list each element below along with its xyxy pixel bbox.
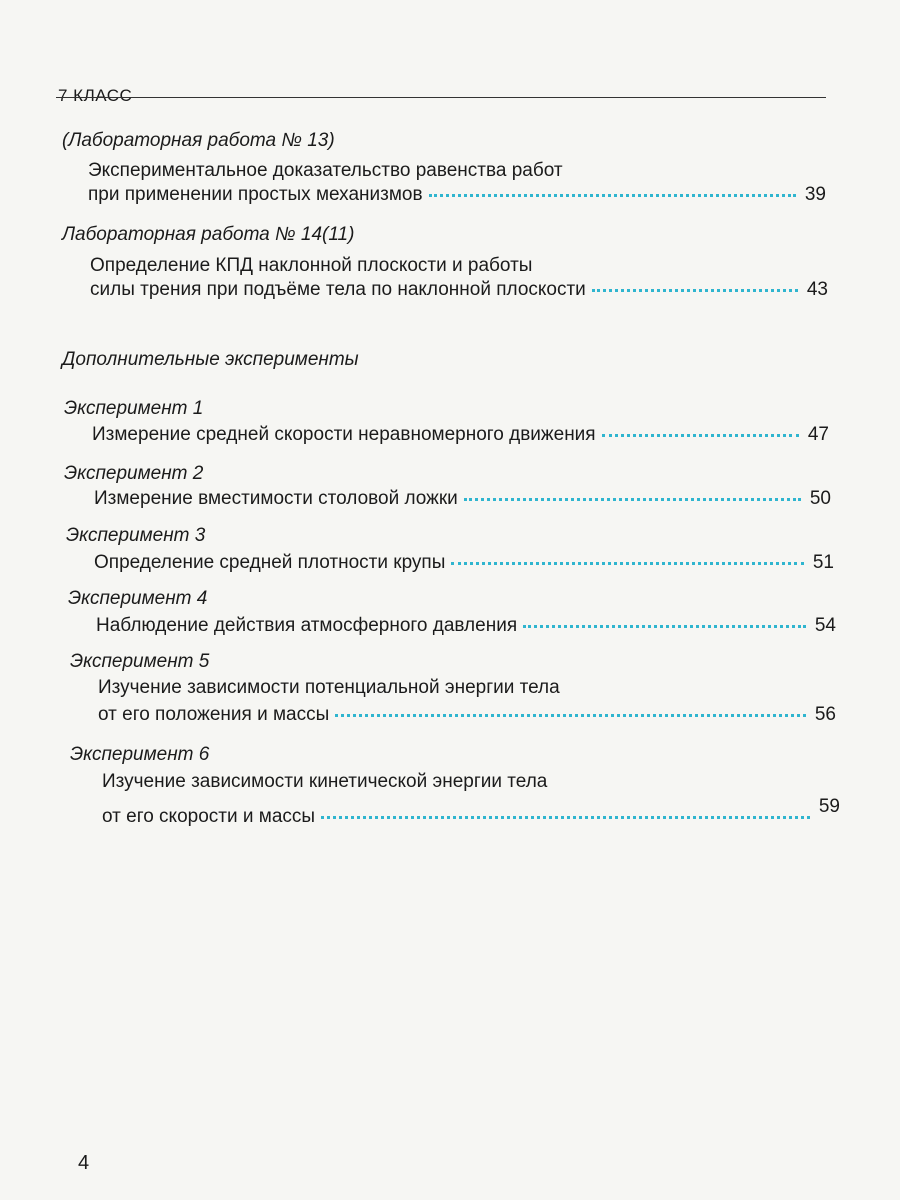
experiment-5-row[interactable] xyxy=(98,704,836,726)
dot-leader xyxy=(523,625,806,628)
header-rule xyxy=(56,97,826,98)
lab14-line1[interactable]: Определение КПД наклонной плоскости и работы xyxy=(90,255,533,276)
experiment-2-row[interactable] xyxy=(94,488,831,510)
dot-leader xyxy=(451,562,804,565)
dot-leader xyxy=(335,714,806,717)
lab14-heading xyxy=(62,224,354,246)
dot-leader xyxy=(429,194,796,197)
lab13-heading xyxy=(62,130,335,152)
lab14-page: 43 xyxy=(806,279,828,300)
experiment-4-title[interactable]: Эксперимент 4 xyxy=(68,588,208,609)
experiment-1-page: 47 xyxy=(807,424,829,445)
lab13-close-paren: ) xyxy=(328,130,335,151)
lab14-title[interactable]: Лабораторная работа № 14 xyxy=(62,224,323,245)
lab13-line1[interactable]: Экспериментальное доказательство равенства работ xyxy=(88,160,563,181)
additional-heading: Дополнительные эксперименты xyxy=(62,349,359,370)
experiment-6-row[interactable] xyxy=(102,796,840,828)
experiment-2-title[interactable]: Эксперимент 2 xyxy=(64,463,204,484)
grade-header: 7 КЛАСС xyxy=(58,86,133,105)
experiment-1-text: Измерение средней скорости неравномерного движения xyxy=(92,424,596,445)
dot-leader xyxy=(464,498,801,501)
experiment-4-row[interactable] xyxy=(96,615,836,637)
lab13-title[interactable]: Лабораторная работа № 13 xyxy=(68,130,329,151)
lab13-open-paren: ( xyxy=(62,130,69,151)
lab13-page: 39 xyxy=(804,184,826,205)
lab14-number-alt: (11) xyxy=(322,224,355,245)
lab14-line2: силы трения при подъёме тела по наклонной плоскости xyxy=(90,279,586,300)
experiment-1-row[interactable] xyxy=(92,424,829,446)
experiment-4-text: Наблюдение действия атмосферного давления xyxy=(96,615,518,636)
lab14-row[interactable] xyxy=(90,279,828,301)
experiment-5-line1[interactable]: Изучение зависимости потенциальной энергии тела xyxy=(98,677,560,698)
page-number: 4 xyxy=(78,1152,90,1174)
experiment-3-title[interactable]: Эксперимент 3 xyxy=(66,525,206,546)
experiment-3-page: 51 xyxy=(812,552,834,573)
experiment-1-title[interactable]: Эксперимент 1 xyxy=(64,398,204,419)
experiment-6-line1[interactable]: Изучение зависимости кинетической энергии тела xyxy=(102,771,548,792)
dot-leader xyxy=(321,816,810,819)
experiment-6-page: 59 xyxy=(818,796,840,817)
experiment-5-line2: от его положения и массы xyxy=(98,704,330,725)
experiment-3-text: Определение средней плотности крупы xyxy=(94,552,446,573)
experiment-5-title[interactable]: Эксперимент 5 xyxy=(70,651,210,672)
dot-leader xyxy=(592,289,798,292)
experiment-6-title[interactable]: Эксперимент 6 xyxy=(70,744,210,765)
experiment-4-page: 54 xyxy=(814,615,836,636)
dot-leader xyxy=(602,434,799,437)
experiment-5-page: 56 xyxy=(814,704,836,725)
experiment-2-page: 50 xyxy=(809,488,831,509)
lab13-row[interactable] xyxy=(88,184,826,206)
experiment-2-text: Измерение вместимости столовой ложки xyxy=(94,488,458,509)
lab13-line2: при применении простых механизмов xyxy=(88,184,423,205)
experiment-6-line2: от его скорости и массы xyxy=(102,806,316,827)
experiment-3-row[interactable] xyxy=(94,552,834,574)
